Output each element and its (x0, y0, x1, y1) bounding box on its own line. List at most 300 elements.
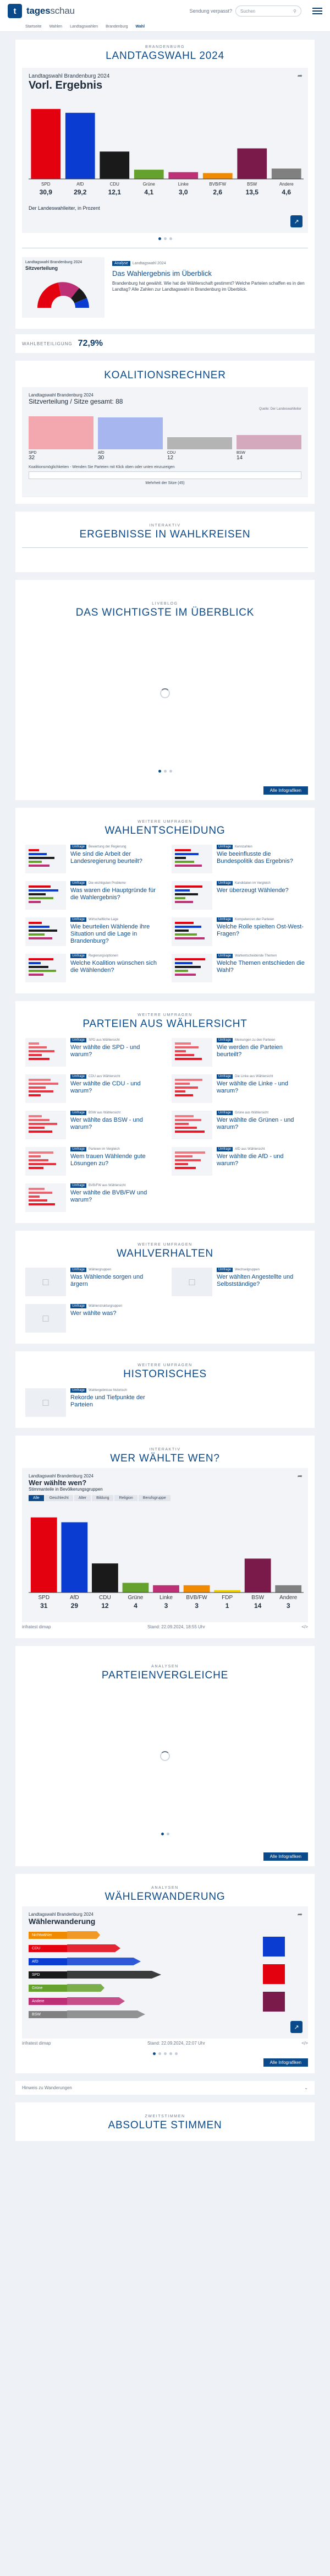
teaser-title[interactable]: Wie werden die Parteien beurteilt? (217, 1044, 283, 1058)
bar-value-label: 3 (164, 1602, 168, 1610)
teaser-title[interactable]: Welche Rolle spielten Ost-West-Fragen? (217, 923, 304, 938)
teaser-badge: Umfrage (217, 845, 233, 849)
teaser-title[interactable]: Wer überzeugt Wählende? (217, 887, 289, 894)
bar-afd (65, 113, 95, 179)
search-input[interactable] (235, 6, 301, 17)
bar-value-label: 31 (40, 1602, 48, 1610)
bar-category-label: BSW (251, 1595, 265, 1601)
flow-row (29, 1931, 100, 1939)
bar-category-label: BVB/FW (186, 1595, 207, 1601)
section-header (22, 1357, 308, 1384)
bar-category-label: AfD (69, 1595, 79, 1601)
teaser-meta: Kandidaten im Vergleich (235, 882, 271, 885)
bar-category-label: CDU (109, 182, 119, 187)
teaser-meta: Kompetenzen der Parteien (235, 918, 274, 921)
wahlkreise-section (15, 512, 315, 572)
flow-arrow (67, 1944, 120, 1952)
tab-berufsgruppe[interactable]: Berufsgruppe (139, 1495, 170, 1501)
teaser-title[interactable]: Das Wahlergebnis im Überblick (112, 269, 212, 278)
flow-source-label: BSW (29, 2011, 67, 2018)
teaser-tile[interactable] (25, 1111, 158, 1139)
teaser-tile[interactable] (25, 1304, 158, 1333)
flow-arrow (67, 1931, 100, 1939)
share-icon[interactable]: ➦ (297, 73, 302, 79)
section-header (22, 1236, 308, 1263)
carousel-dots (22, 770, 308, 773)
bar-value-label: 29 (70, 1602, 79, 1610)
segment-value: 32 (29, 455, 35, 461)
card-title: Wer wählte wen? (29, 1479, 87, 1487)
teaser-meta: Grüne aus Wählersicht (235, 1111, 269, 1115)
teaser-thumbnail (25, 881, 66, 910)
search-placeholder: Suchen (240, 8, 256, 14)
teaser-tile[interactable] (25, 1183, 158, 1212)
bar-category-label: Linke (178, 182, 189, 187)
segment-bsw[interactable] (237, 435, 301, 449)
voter-flow-card (22, 1906, 308, 2039)
flow-row (29, 1944, 120, 1952)
teaser-thumbnail (172, 1268, 212, 1296)
bar-category-label: BVB/FW (209, 182, 227, 187)
embed-icon[interactable]: </> (301, 1624, 308, 1629)
bar-value-label: 13,5 (245, 188, 258, 196)
teaser-tile[interactable] (172, 1038, 305, 1067)
stand-label: Stand: 22.09.2024, 22:07 Uhr (147, 2041, 205, 2046)
share-icon[interactable]: ➦ (297, 1911, 302, 1918)
teaser-meta: Wahlentscheidende Themen (235, 954, 277, 958)
turnout-bar (15, 334, 315, 353)
teaser-meta: Wechselgruppen (235, 1268, 260, 1271)
all-infographics-button[interactable]: Alle Infografiken (263, 1852, 308, 1861)
carousel-dot[interactable] (153, 2052, 156, 2055)
teaser-thumbnail (25, 1268, 66, 1296)
teaser-badge: Umfrage (217, 1268, 233, 1272)
card-source: Quelle: Der Landeswahlleiter (258, 407, 301, 411)
segment-label: SPD (29, 451, 37, 455)
teaser-badge: Umfrage (217, 881, 233, 885)
teaser-title[interactable]: Wie sind die Arbeit der Landesregierung beurteilt? (70, 851, 142, 865)
bar-value-label: 4,1 (144, 188, 154, 196)
teaser-grid (22, 840, 308, 987)
section-title: HISTORISCHES (123, 1368, 207, 1380)
flow-arrow (67, 1984, 105, 1992)
seat-distribution-thumbnail (22, 257, 105, 318)
teaser-meta: AfD aus Wählersicht (235, 1148, 265, 1151)
teaser-tile[interactable] (25, 917, 158, 946)
result-card (22, 68, 308, 233)
section-kicker: INTERAKTIV (149, 1448, 181, 1452)
section-header (22, 585, 308, 622)
teaser-badge: Umfrage (217, 1074, 233, 1079)
teaser-tile[interactable] (25, 954, 158, 982)
segment-labels (29, 451, 301, 461)
section-title: ABSOLUTE STIMMEN (108, 2120, 222, 2131)
breadcrumb (0, 22, 330, 32)
tab-alle[interactable]: Alle (29, 1495, 44, 1501)
wahlentscheidung-section (15, 808, 315, 993)
teaser-meta: Meinungen zu den Parteien (235, 1039, 276, 1042)
bar-linke (153, 1585, 179, 1593)
section-kicker: ANALYSEN (151, 1665, 179, 1669)
chart-caption: Der Landeswahlleiter, in Prozent (29, 205, 100, 211)
section-title: DAS WICHTIGSTE IM ÜBERBLICK (75, 607, 255, 618)
section-kicker: WEITERE UMFRAGEN (138, 1013, 193, 1017)
flow-source-label: Nichtwähler (29, 1932, 67, 1939)
group-tabs (29, 1495, 301, 1501)
bar-cdu (100, 151, 129, 179)
bar-value-label: 3,0 (178, 188, 188, 196)
section-kicker: BRANDENBURG (145, 45, 185, 49)
menu-icon[interactable] (312, 8, 322, 14)
section-title: WAHLVERHALTEN (117, 1248, 213, 1259)
segment-afd[interactable] (98, 417, 163, 449)
teaser-badge: Umfrage (217, 954, 233, 958)
breadcrumb-item-active: Wahl (135, 25, 145, 29)
flow-source-label: SPD (29, 1971, 67, 1979)
teaser-title[interactable]: Wer wählte die Grünen - und warum? (217, 1117, 294, 1131)
teaser-thumbnail (25, 917, 66, 946)
teaser-badge: Umfrage (70, 1147, 86, 1151)
all-infographics-button[interactable]: Alle Infografiken (263, 2058, 308, 2067)
flow-arrow (67, 1958, 141, 1965)
section-title: WÄHLERWANDERUNG (105, 1891, 226, 1903)
breadcrumb-item[interactable]: Brandenburg (106, 25, 128, 29)
carousel-dot[interactable] (169, 237, 172, 240)
segment-label: BSW (237, 451, 245, 455)
segment-value: 14 (237, 455, 243, 461)
teaser-meta: Bewertung der Regierung (89, 845, 127, 849)
accordion-label: Hinweis zu Wanderungen (22, 2085, 72, 2090)
coalition-hint: Koalitionsmöglichkeiten - Wenden Sie Parteien mit Klick oben oder unten einzuzeigen (29, 465, 175, 469)
bar-category-label: Andere (279, 182, 294, 187)
bar-value-label: 14 (254, 1602, 262, 1610)
teaser-thumbnail (172, 881, 212, 910)
teaser-title[interactable]: Welche Themen entschieden die Wahl? (217, 960, 305, 974)
carousel-dots (22, 2052, 308, 2055)
flow-source-label: CDU (29, 1945, 67, 1952)
teaser-title[interactable]: Welche Koalition wünschen sich die Wählenden? (70, 960, 157, 974)
card-footer (22, 1622, 308, 1632)
section-kicker: LIVEBLOG (152, 602, 178, 606)
breadcrumb-item[interactable]: Wahlen (49, 25, 63, 29)
share-icon[interactable]: ➦ (297, 1473, 302, 1480)
teaser-tile[interactable] (25, 1038, 158, 1067)
teaser-title[interactable]: Wer wählte die Linke - und warum? (217, 1080, 289, 1095)
teaser-thumbnail (25, 1304, 66, 1333)
bar-category-label: FDP (222, 1595, 233, 1601)
bar-spd (31, 109, 61, 179)
thumb-label: Landtagswahl Brandenburg 2024 (25, 260, 82, 264)
expand-icon[interactable]: ↗ (290, 215, 302, 227)
tab-alter[interactable]: Alter (74, 1495, 91, 1501)
bar-value-label: 3 (195, 1602, 199, 1610)
bar-andere (275, 1585, 301, 1593)
teaser-title[interactable]: Wer wählte die SPD - und warum? (70, 1044, 140, 1058)
overview-teaser[interactable] (22, 253, 308, 322)
site-logo-text[interactable] (26, 6, 75, 17)
loading-spinner-icon (160, 1751, 170, 1761)
card-label: Landtagswahl Brandenburg 2024 (29, 1912, 94, 1917)
embed-icon[interactable]: </> (301, 2041, 308, 2046)
teaser-meta: BSW aus Wählersicht (89, 1111, 121, 1115)
segment-spd[interactable] (29, 416, 94, 449)
teaser-badge: Umfrage (217, 1147, 233, 1151)
teaser-thumbnail (25, 845, 66, 873)
teaser-meta: Kennzahlen (235, 845, 252, 849)
flow-row (29, 1997, 125, 2005)
teaser-tile[interactable] (172, 917, 305, 946)
carousel-dot[interactable] (169, 2052, 172, 2055)
bar-linke (168, 172, 198, 179)
teaser-thumbnail (25, 1388, 66, 1417)
section-title: WER WÄHLTE WEN? (110, 1453, 220, 1464)
flow-row (29, 1984, 105, 1992)
flow-row (29, 1971, 161, 1979)
teaser-thumbnail (172, 1074, 212, 1103)
bar-value-label: 1 (225, 1602, 229, 1610)
teaser-title[interactable]: Wer wählte die BVB/FW und warum? (70, 1189, 147, 1204)
card-title: Sitzverteilung / Sitze gesamt: 88 (29, 398, 123, 405)
teaser-badge: Umfrage (70, 1074, 86, 1079)
flow-source-label: Grüne (29, 1985, 67, 1992)
segment-label: CDU (167, 451, 176, 455)
teaser-badge: Umfrage (70, 917, 86, 922)
voter-flow-graphic (29, 1931, 301, 2030)
divider (22, 547, 308, 548)
image-placeholder-icon: □ (42, 1396, 49, 1408)
sendung-verpasst-link[interactable]: Sendung verpasst? (189, 8, 232, 14)
section-header (22, 517, 308, 544)
section-kicker: ANALYSEN (151, 1886, 179, 1890)
teaser-tile[interactable] (25, 1147, 158, 1176)
historisches-section (15, 1351, 315, 1428)
teaser-badge: Umfrage (70, 1268, 86, 1272)
teaser-tile[interactable] (25, 845, 158, 873)
breadcrumb-item[interactable]: Startseite (25, 25, 42, 29)
bar-grne (123, 1583, 149, 1593)
top-bar (0, 0, 330, 22)
section-header (22, 813, 308, 840)
turnout-label: WAHLBETEILIGUNG (22, 341, 73, 346)
search-icon: ⚲ (293, 8, 296, 14)
thumb-title: Sitzverteilung (25, 265, 58, 271)
landtagswahl-section (15, 40, 315, 329)
teaser-title[interactable]: Was waren die Hauptgründe für die Wahlergebnis? (70, 887, 156, 901)
segment-cdu[interactable] (167, 437, 232, 449)
teaser-meta: Wählergruppen (89, 1268, 112, 1271)
bar-spd (31, 1518, 57, 1593)
teaser-text-block (112, 257, 308, 318)
carousel-dot[interactable] (158, 770, 161, 773)
teaser-tile[interactable] (172, 881, 305, 910)
loading-spinner-icon (160, 688, 170, 698)
carousel-dot[interactable] (164, 770, 167, 773)
teaser-badge: Analyse (112, 261, 130, 266)
card-title: Wählerwanderung (29, 1917, 96, 1926)
bar-bvbfw (203, 173, 233, 179)
bar-value-label: 4,6 (282, 188, 292, 196)
teaser-meta: Wahlergebnisse historisch (89, 1389, 127, 1392)
flow-target-block (263, 1937, 285, 1957)
flow-arrow (67, 1997, 125, 2005)
teaser-badge: Umfrage (70, 1183, 86, 1188)
teaser-meta: Regierungsoptionen (89, 954, 118, 958)
section-header (22, 2108, 308, 2135)
teaser-title[interactable]: Wer wählten Angestellte und Selbstständige? (217, 1274, 294, 1288)
accordion-hinweis[interactable] (15, 2081, 315, 2095)
source-label: infratest dimap (22, 1624, 51, 1629)
bar-category-label: CDU (99, 1595, 111, 1601)
breadcrumb-item[interactable]: Landtagswahlen (70, 25, 98, 29)
teaser-title[interactable]: Rekorde und Tiefpunkte der Parteien (70, 1394, 145, 1409)
teaser-badge: Umfrage (70, 1038, 86, 1042)
tab-religion[interactable]: Religion (114, 1495, 137, 1501)
teaser-title[interactable]: Wer wählte die AfD - und warum? (217, 1153, 284, 1167)
card-label: Landtagswahl Brandenburg 2024 (29, 393, 94, 398)
teaser-thumbnail (172, 954, 212, 982)
teaser-tile[interactable] (172, 1268, 305, 1296)
bar-bsw (237, 148, 267, 179)
teaser-meta: Die Linke aus Wählersicht (235, 1075, 273, 1078)
teaser-title[interactable]: Wem trauen Wählende gute Lösungen zu? (70, 1153, 146, 1167)
segment-value: 12 (167, 455, 174, 461)
carousel-dot[interactable] (164, 237, 167, 240)
bar-category-label: Andere (279, 1595, 298, 1601)
majority-label: Mehrheit der Sitze (45) (145, 481, 185, 485)
bar-value-label: 4 (134, 1602, 138, 1610)
teaser-tile[interactable] (25, 1074, 158, 1103)
all-infographics-button[interactable]: Alle Infografiken (263, 786, 308, 795)
voter-groups-card (22, 1468, 308, 1622)
teaser-badge: Umfrage (70, 1111, 86, 1115)
bar-value-label: 29,2 (74, 188, 87, 196)
teaser-tile[interactable] (172, 954, 305, 982)
teaser-tile[interactable] (172, 1147, 305, 1176)
carousel-dot[interactable] (158, 237, 161, 240)
teaser-meta: Wirtschaftliche Lage (89, 918, 119, 921)
bar-value-label: 12,1 (108, 188, 121, 196)
tab-bildung[interactable]: Bildung (92, 1495, 113, 1501)
teaser-thumbnail (25, 1074, 66, 1103)
teaser-tile[interactable] (25, 1388, 158, 1417)
coalition-segments (29, 415, 301, 449)
teaser-title[interactable]: Wer wählte was? (70, 1310, 117, 1317)
parteien-section (15, 1001, 315, 1223)
bar-value-label: 3 (286, 1602, 290, 1610)
tab-geschlecht[interactable]: Geschlecht (45, 1495, 73, 1501)
logo-suffix: schau (50, 6, 75, 16)
teaser-tile[interactable] (172, 1074, 305, 1103)
teaser-title[interactable]: Wer wählte das BSW - und warum? (70, 1117, 143, 1131)
section-header (22, 1879, 308, 1906)
teaser-meta: Parteien im Vergleich (89, 1148, 120, 1151)
teaser-title[interactable]: Wie beurteilen Wählende ihre Situation und die Lage in Brandenburg? (70, 923, 150, 945)
flow-arrow (67, 1971, 161, 1979)
absolute-section (15, 2102, 315, 2141)
flow-target-block (263, 1964, 285, 1984)
teaser-tile[interactable] (25, 881, 158, 910)
carousel-dot[interactable] (175, 2052, 178, 2055)
logo-main: tages (26, 6, 51, 16)
teaser-badge: Umfrage (70, 845, 86, 849)
bar-value-label: 12 (101, 1602, 109, 1610)
section-kicker: WEITERE UMFRAGEN (138, 1363, 193, 1367)
tagesschau-logo-icon[interactable]: t (8, 4, 22, 18)
teaser-thumbnail (172, 1038, 212, 1067)
waehlerwanderung-section (15, 1874, 315, 2073)
card-title: Vorl. Ergebnis (29, 79, 103, 91)
teaser-title[interactable]: Wer wählte die CDU - und warum? (70, 1080, 141, 1095)
bar-cdu (92, 1563, 118, 1593)
carousel-dot[interactable] (167, 1833, 169, 1835)
teaser-thumbnail (172, 917, 212, 946)
carousel-dot[interactable] (161, 1833, 164, 1835)
flow-source-label: Andere (29, 1998, 67, 2005)
section-header (22, 1007, 308, 1034)
teaser-thumbnail (25, 1038, 66, 1067)
card-label: Landtagswahl Brandenburg 2024 (29, 1474, 94, 1479)
bar-category-label: BSW (247, 182, 257, 187)
expand-icon[interactable]: ↗ (290, 2021, 302, 2033)
teaser-badge: Umfrage (217, 917, 233, 922)
section-kicker: ZWEITSTIMMEN (145, 2115, 185, 2118)
teaser-title[interactable]: Wie beeinflusste die Bundespolitik das Ergebnis? (217, 851, 293, 865)
teaser-badge: Umfrage (217, 1111, 233, 1115)
segment-value: 30 (98, 455, 105, 461)
teaser-thumbnail (172, 845, 212, 873)
teaser-title[interactable]: Was Wählende sorgen und ärgern (70, 1274, 144, 1288)
bar-category-label: SPD (41, 182, 51, 187)
bar-category-label: Linke (160, 1595, 173, 1601)
bar-value-label: 2,6 (213, 188, 223, 196)
teaser-badge: Umfrage (70, 881, 86, 885)
teaser-meta: SPD aus Wählersicht (89, 1039, 120, 1042)
coalition-selection-bar[interactable] (29, 471, 301, 479)
section-title: LANDTAGSWAHL 2024 (106, 50, 224, 62)
section-title: KOALITIONSRECHNER (104, 369, 226, 381)
teaser-tile[interactable] (172, 1111, 305, 1139)
section-title: PARTEIENVERGLEICHE (101, 1670, 229, 1681)
bar-bvbfw (184, 1585, 210, 1593)
teaser-badge: Umfrage (70, 1304, 86, 1308)
carousel-dot[interactable] (164, 2052, 167, 2055)
teaser-tile[interactable] (172, 845, 305, 873)
stand-label: Stand: 22.09.2024, 18:55 Uhr (147, 1624, 205, 1629)
bar-category-label: Grüne (128, 1595, 144, 1601)
carousel-dots (22, 237, 308, 240)
section-header (22, 1651, 308, 1685)
hemicycle-graphic (22, 257, 105, 318)
carousel-dot[interactable] (158, 2052, 161, 2055)
teaser-meta: Landtagswahl 2024 (132, 262, 166, 265)
teaser-tile[interactable] (25, 1268, 158, 1296)
card-label: Landtagswahl Brandenburg 2024 (29, 73, 110, 79)
section-kicker: WEITERE UMFRAGEN (138, 1243, 193, 1247)
teaser-thumbnail (172, 1147, 212, 1176)
carousel-dots (22, 1833, 308, 1835)
bar-value-label: 30,9 (39, 188, 52, 196)
teaser-meta: BVB/FW aus Wählersicht (89, 1184, 126, 1187)
teaser-meta: CDU aus Wählersicht (89, 1075, 120, 1078)
teaser-grid (22, 1384, 308, 1421)
parteienvergleich-section (15, 1646, 315, 1866)
image-placeholder-icon: □ (189, 1276, 195, 1287)
carousel-dot[interactable] (169, 770, 172, 773)
teaser-grid (22, 1034, 308, 1216)
section-kicker: INTERAKTIV (149, 524, 181, 528)
result-bar-chart (29, 96, 304, 201)
image-placeholder-icon: □ (42, 1312, 49, 1324)
